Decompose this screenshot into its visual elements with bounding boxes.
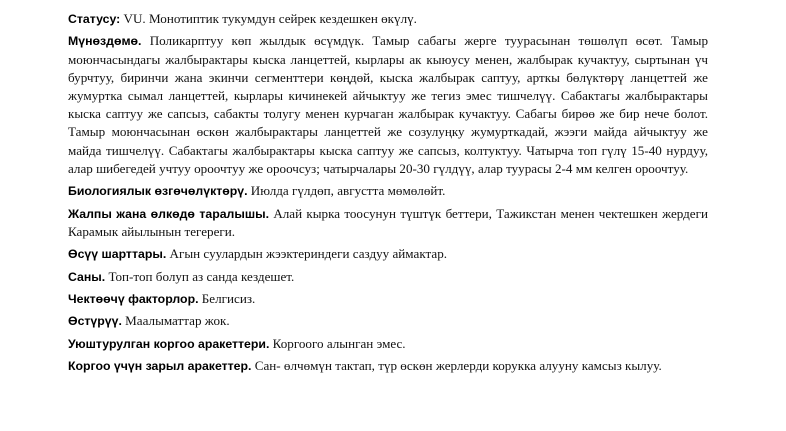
habitat-text: Агын суулардын жээктериндеги саздуу аймактар. bbox=[166, 246, 448, 262]
status-paragraph bbox=[68, 10, 708, 28]
protection-measures-label: Уюштурулган коргоо аракеттери. bbox=[68, 336, 270, 351]
limiting-factors-text: Белгисиз. bbox=[198, 290, 256, 306]
distribution-label: Жалпы жана өлкөдө таралышы. bbox=[68, 206, 270, 221]
distribution-text: Алай кырка тоосунун түштүк беттери, Тажикстан менен чектешкен жердеги Карамык айылынын тегереги. bbox=[68, 205, 708, 239]
required-measures-text: Сан- өлчөмүн тактап, түр өскөн жерлерди корукка алууну камсыз кылуу. bbox=[251, 358, 662, 374]
cultivation-label: Өстүрүү. bbox=[68, 314, 122, 329]
required-measures-label: Коргоо үчүн зарыл аракеттер. bbox=[68, 359, 252, 374]
species-description bbox=[68, 10, 708, 380]
biology-text: Июлда гүлдөп, августта мөмөлөйт. bbox=[247, 183, 446, 199]
description-label: Мүнөздөмө. bbox=[68, 34, 142, 49]
abundance-label: Саны. bbox=[68, 269, 106, 284]
habitat-paragraph bbox=[68, 245, 708, 263]
distribution-paragraph bbox=[68, 205, 708, 241]
protection-measures-paragraph bbox=[68, 335, 708, 353]
cultivation-paragraph bbox=[68, 312, 708, 330]
biology-paragraph bbox=[68, 182, 708, 200]
habitat-label: Өсүү шарттары. bbox=[68, 247, 167, 262]
limiting-factors-paragraph bbox=[68, 290, 708, 308]
biology-label: Биологиялык өзгөчөлүктөрү. bbox=[68, 184, 248, 199]
abundance-text: Топ-топ болуп аз санда кездешет. bbox=[105, 268, 295, 284]
description-paragraph bbox=[68, 32, 708, 178]
protection-measures-text: Коргоого алынган эмес. bbox=[269, 335, 406, 351]
required-measures-paragraph bbox=[68, 357, 708, 375]
status-text: VU. Монотиптик тукумдун сейрек кездешкен өкүлү. bbox=[120, 11, 417, 26]
cultivation-text: Маалыматтар жок. bbox=[121, 313, 230, 329]
description-text: Поликарптуу көп жылдык өсүмдүк. Тамыр сабагы жерге туурасынан төшөлүп өсөт. Тамыр моюнчасындагы жалбырактары кыска ланцеттей, кырлары ак кыюусу менен, жалбырак кучактуу, сыртынан үч бурчтуу, биринчи жана экинчи сегменттери көңдөй, кыска жалбырак саптуу, арткы бөлүктөрү ланцеттей же жумуртка сымал ланцеттей, кырлары кичинекей айчыктуу же тегиз эмес тишчелүү. Сабактагы жалбырактары кыска саптуу же сапсыз, сабакты толугу менен курчаган жалбырак кучактуу. Сабагы бирөө же бир нече болот. Тамыр моюнчасынан өскөн жалбырактары ланцеттей же созулуңку жумурткадай, жээги майда айчыктуу же майда тишчелүү. Сабактагы жалбырактары кыска саптуу же сапсыз, колтуктуу. Чатырча топ гүлү 15-40 нурдуу, алар шибегедей учтуу ороочтуу же ороочсуз; чатырчалары 20-30 гүлдүү, алар туурасы 2-4 мм келген ороочтуу. bbox=[68, 33, 708, 176]
limiting-factors-label: Чектөөчү факторлор. bbox=[68, 291, 199, 306]
abundance-paragraph bbox=[68, 268, 708, 286]
status-label: Статусу: bbox=[68, 12, 121, 26]
